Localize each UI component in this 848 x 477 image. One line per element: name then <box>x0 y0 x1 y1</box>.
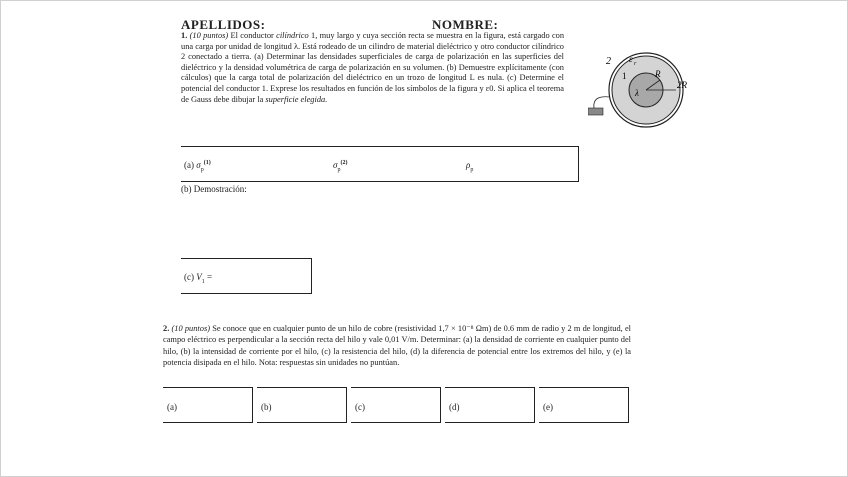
problem-1-text-a: El conductor <box>230 31 274 40</box>
v-sub: 1 <box>201 278 205 285</box>
problem-1-word-superficie: superficie elegida. <box>265 94 328 104</box>
nombre-label: NOMBRE: <box>432 17 499 32</box>
rho-sub: p <box>470 166 474 173</box>
problem-1-word-cilindrico: cilíndrico <box>276 31 309 40</box>
answer-box-c[interactable] <box>181 258 312 294</box>
sigma-2-sub: p <box>337 166 341 173</box>
answer-2a-label: (a) <box>167 402 177 412</box>
answer-sigma-2 <box>333 160 347 173</box>
label-r: R <box>655 69 661 79</box>
problem-1-statement <box>181 31 564 105</box>
ground-symbol <box>588 108 603 115</box>
problem-2-statement <box>163 323 631 369</box>
answer-box-2c[interactable] <box>351 387 441 423</box>
problem-1-points: (10 puntos) <box>189 31 229 40</box>
cylinder-figure <box>588 48 698 148</box>
answer-2e-label: (e) <box>543 402 553 412</box>
problem-1-number: 1. <box>181 31 188 40</box>
answer-a-label <box>184 160 211 173</box>
sigma-1-sub: p <box>200 166 204 173</box>
v-equals: = <box>204 272 213 282</box>
label-outer-2: 2 <box>606 56 611 67</box>
label-epsilon: ε <box>629 54 633 64</box>
answer-box-2d[interactable] <box>445 387 535 423</box>
answer-c-prefix: (c) <box>184 272 194 282</box>
answer-2c-label: (c) <box>355 402 365 412</box>
answer-box-2b[interactable] <box>257 387 347 423</box>
answer-2b-label: (b) <box>261 402 272 412</box>
label-epsilon-sub: r <box>634 61 637 67</box>
sigma-2-sup: (2) <box>340 160 348 166</box>
problem-1-text-b: 1, muy largo y cuya sección recta se muestra en la figura, está cargado con una carga por unidad de longitud λ. Está rodeado de un cilindro de material dieléctrico y otro conductor cilíndrico 2 conectado a tierra. (a) Determinar las densidades superficiales de carga de polarización en las superficies del dieléctrico y la densidad volumétrica de carga de polarización en su volumen. (b) Demuestre explícitamente (con cálculos) que la carga total de polarización del dieléctrico en un trozo de longitud L es nula. (c) Determine el potencial del conductor 1. Exprese los resultados en función de los símbolos de la figura y ε0. Si aplica el teorema de Gauss debe dibujar la <box>181 31 565 104</box>
label-lambda: λ <box>635 88 639 98</box>
apellidos-label: APELLIDOS: <box>181 17 266 32</box>
answer-b-label: (b) Demostración: <box>181 184 247 194</box>
answer-box-2e[interactable] <box>539 387 629 423</box>
sigma-1-sup: (1) <box>203 160 211 166</box>
answer-a-prefix: (a) <box>184 160 194 170</box>
label-inner-1: 1 <box>622 71 627 81</box>
answer-box-2a[interactable] <box>163 387 253 423</box>
problem-2-text: Se conoce que en cualquier punto de un hilo de cobre (resistividad 1,7 × 10⁻⁸ Ωm) de 0.6 mm de radio y 2 m de longitud, el campo eléctrico es perpendicular a la sección recta del hilo y vale 0,01 V/m. Determinar: (a) la densidad de corriente en cualquier punto del hilo, (b) la intensidad de corriente por el hilo, (c) la resistencia del hilo, (d) la diferencia de potencial entre los extremos del hilo, y (e) la potencia disipada en el hilo. Nota: respuestas sin unidades no puntúan. <box>163 324 631 368</box>
problem-2-number: 2. <box>163 324 170 333</box>
answer-box-a[interactable] <box>181 146 579 182</box>
sigma-1-symbol: σ <box>196 160 201 170</box>
answer-rho <box>466 160 473 173</box>
rho-symbol: ρ <box>466 160 471 170</box>
v-symbol: V <box>196 272 202 282</box>
problem-2-points: (10 puntos) <box>171 324 210 333</box>
answer-2d-label: (d) <box>449 402 460 412</box>
sigma-2-symbol: σ <box>333 160 338 170</box>
answer-c-label <box>184 272 212 285</box>
ground-wire <box>594 97 610 108</box>
label-2r: 2R <box>677 80 687 90</box>
